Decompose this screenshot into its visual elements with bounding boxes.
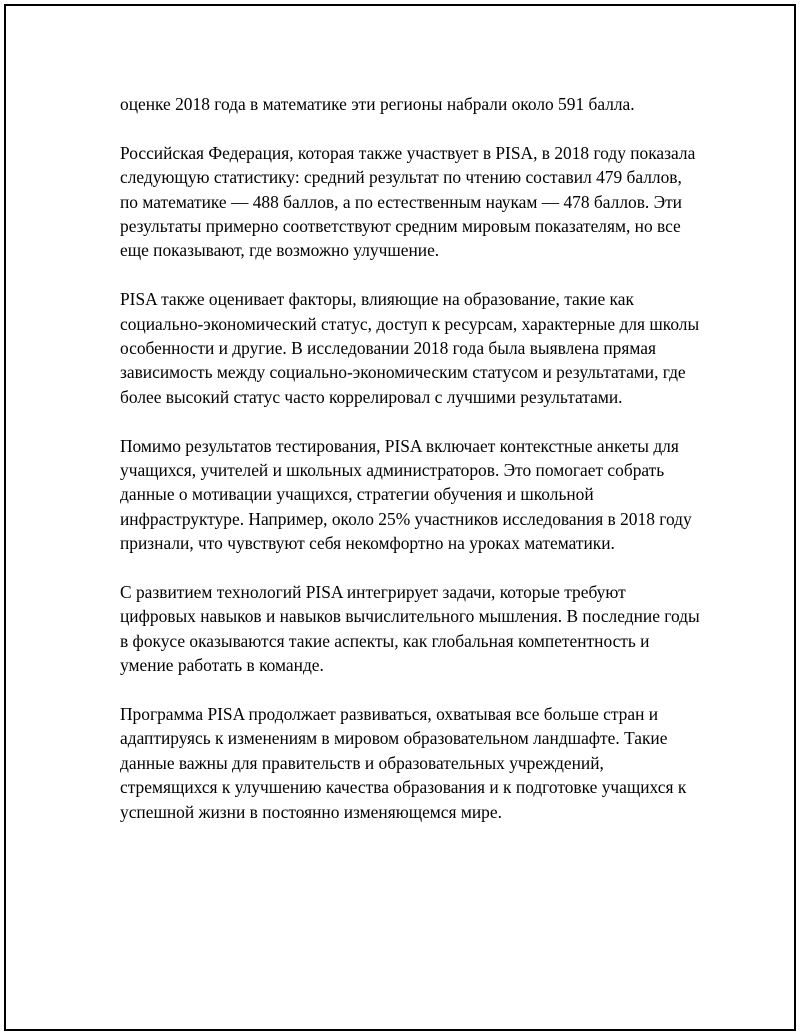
document-page (4, 4, 796, 1031)
paragraph-factors: PISA также оценивает факторы, влияющие на образование, такие как социально-экономический статус, доступ к ресурсам, характерные для школы особенности и другие. В исследовании 2018 года была выявлена прямая зависимость между социально-экономическим статусом и результатами, где более высокий статус часто коррелировал с лучшими результатами. (120, 289, 700, 407)
paragraph-continuation: оценке 2018 года в математике эти регионы набрали около 591 балла. (120, 94, 635, 114)
paragraph-russia-results: Российская Федерация, которая также участвует в PISA, в 2018 году показала следующую статистику: средний результат по чтению составил 479 баллов, по математике — 488 баллов, а по естественным наукам — 478 баллов. Эти результаты примерно соответствуют средним мировым показателям, но все еще показывают, где возможно улучшение. (120, 142, 696, 261)
paragraph-technology: С развитием технологий PISA интегрирует задачи, которые требуют цифровых навыков и навыков вычислительного мышления. В последние годы в фокусе оказываются такие аспекты, как глобальная компетентность и умение работать в команде. (120, 582, 700, 676)
document-body (120, 92, 700, 849)
paragraph-questionnaires: Помимо результатов тестирования, PISA включает контекстные анкеты для учащихся, учителей и школьных администраторов. Это помогает собрать данные о мотивации учащихся, стратегии обучения и школьной инфраструктуре. Например, около 25% участников исследования в 2018 году признали, что чувствуют себя некомфортно на уроках математики. (120, 435, 692, 554)
paragraph-conclusion: Программа PISA продолжает развиваться, охватывая все больше стран и адаптируясь к изменениям в мировом образовательном ландшафте. Такие данные важны для правительств и образовательных учреждений, стремящихся к улучшению качества образования и к подготовке учащихся к успешной жизни в постоянно изменяющемся мире. (120, 704, 687, 822)
